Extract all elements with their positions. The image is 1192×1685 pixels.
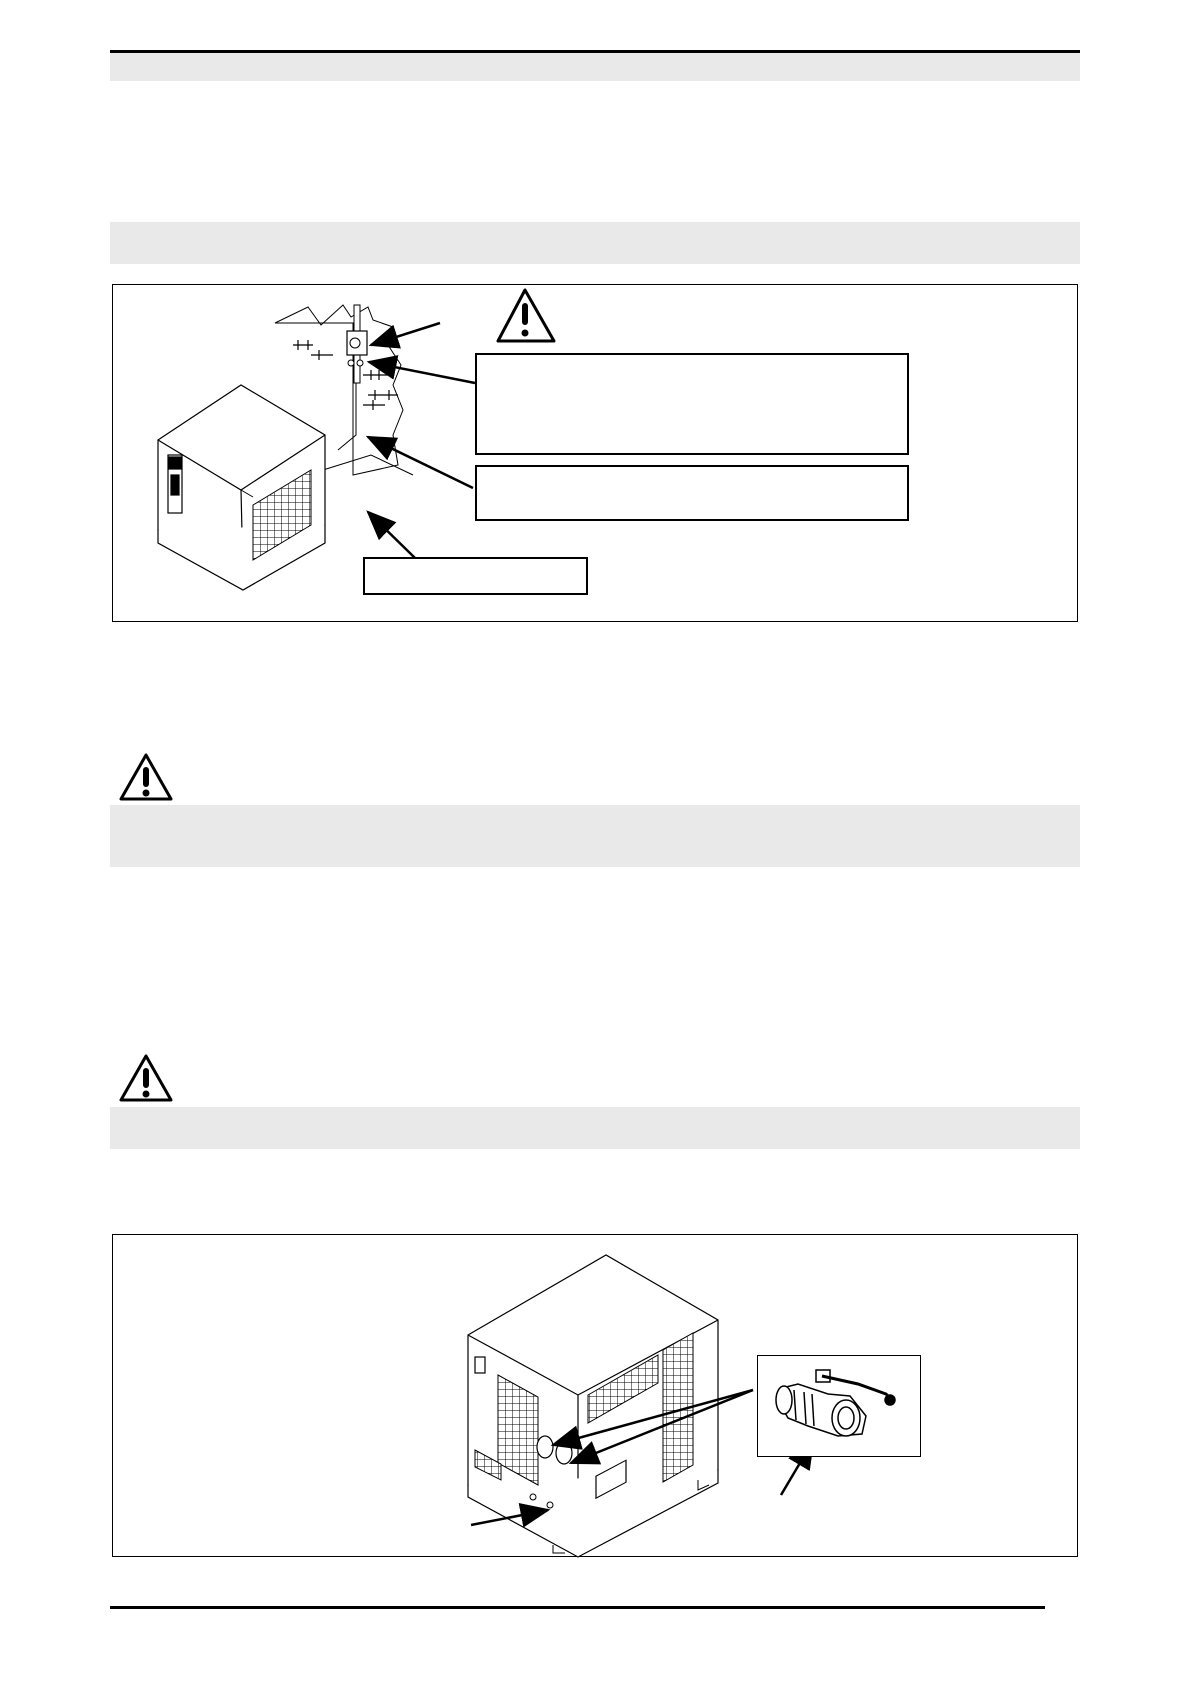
- connections-illustration: [113, 1235, 1079, 1558]
- ball-valve-inset: [757, 1355, 921, 1457]
- figure-connections-frame: [112, 1234, 1078, 1557]
- bottom-rule: [110, 1606, 1045, 1609]
- warning-triangle-icon: [118, 752, 174, 802]
- warning-triangle-icon: [118, 1053, 174, 1103]
- section-band-1: [110, 222, 1080, 264]
- callout-box-middle: [475, 465, 909, 521]
- ball-valve-icon: [758, 1356, 918, 1454]
- section-band-2: [110, 805, 1080, 867]
- section-band-3: [110, 1107, 1080, 1149]
- header-band: [110, 53, 1080, 81]
- callout-box-top: [475, 353, 909, 455]
- callout-box-bottom: [363, 557, 588, 595]
- warning-triangle-icon: [498, 290, 554, 341]
- figure-installation-frame: [112, 284, 1078, 622]
